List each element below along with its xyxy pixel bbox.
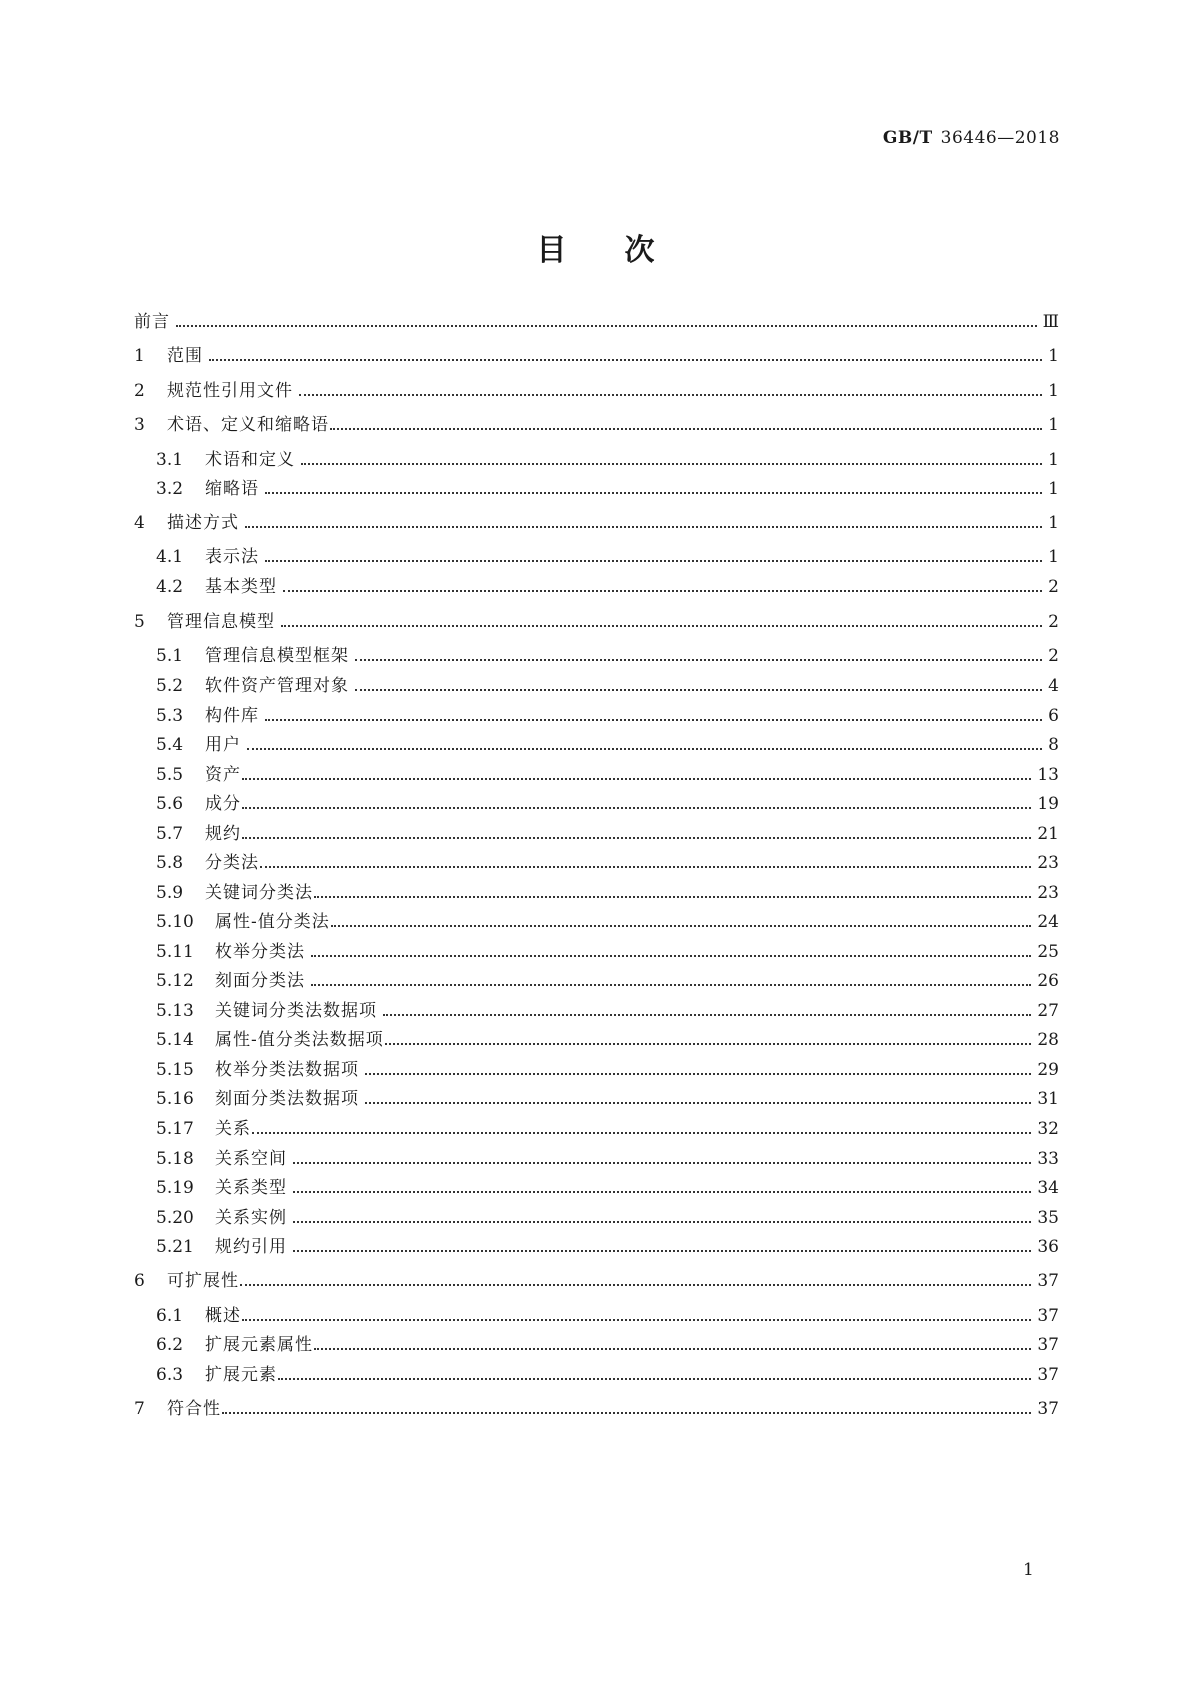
standard-number: 36446—2018	[940, 128, 1060, 148]
toc-entry-label: 枚举分类法数据项	[215, 1060, 359, 1080]
toc-leader	[314, 1348, 1031, 1350]
toc-entry-number: 5.5	[156, 765, 184, 785]
toc-leader	[365, 1073, 1031, 1075]
toc-entry[interactable]	[156, 910, 1059, 934]
toc-entry-label: 可扩展性	[167, 1271, 239, 1291]
toc-entry-number: 3.1	[156, 450, 184, 470]
toc-entry-number: 5.10	[156, 912, 194, 932]
toc-entry[interactable]	[156, 881, 1059, 905]
toc-entry[interactable]	[156, 1058, 1059, 1082]
toc-entry[interactable]	[156, 733, 1059, 757]
toc-entry-number: 5.17	[156, 1119, 194, 1139]
toc-entry[interactable]	[156, 940, 1059, 964]
toc-leader	[247, 748, 1042, 750]
toc-entry-page: 34	[1037, 1178, 1059, 1198]
toc-entry-number: 5	[134, 612, 145, 632]
toc-entry-page: 28	[1037, 1030, 1059, 1050]
toc-entry-page: Ⅲ	[1042, 312, 1059, 332]
toc-entry-label: 关系实例	[215, 1208, 287, 1228]
toc-entry-page: 4	[1048, 676, 1059, 696]
toc-entry-label: 属性-值分类法数据项	[215, 1030, 384, 1050]
toc-entry-label: 缩略语	[205, 479, 259, 499]
toc-entry-number: 5.8	[156, 853, 184, 873]
toc-entry-number: 7	[134, 1399, 145, 1419]
toc-entry-number: 3	[134, 415, 145, 435]
toc-entry-number: 5.15	[156, 1060, 194, 1080]
toc-entry-number: 5.13	[156, 1001, 194, 1021]
toc-leader	[265, 560, 1042, 562]
toc-entry-label: 规约引用	[215, 1237, 287, 1257]
toc-entry[interactable]	[134, 610, 1059, 634]
toc-entry-number: 4.1	[156, 547, 184, 567]
toc-entry-page: 19	[1037, 794, 1059, 814]
toc-entry-label: 管理信息模型	[167, 612, 275, 632]
toc-entry-page: 1	[1048, 346, 1059, 366]
toc-entry[interactable]	[134, 1397, 1059, 1421]
toc-entry[interactable]	[156, 448, 1059, 472]
toc-entry-label: 关键词分类法数据项	[215, 1001, 377, 1021]
toc-entry-label: 成分	[205, 794, 241, 814]
toc-entry-page: 23	[1037, 883, 1059, 903]
toc-entry[interactable]	[134, 1269, 1059, 1293]
toc-entry[interactable]	[156, 1176, 1059, 1200]
toc-entry-label: 规约	[205, 824, 241, 844]
toc-entry-label: 资产	[205, 765, 241, 785]
toc-leader	[222, 1412, 1031, 1414]
standard-prefix: GB/T	[882, 128, 933, 148]
toc-entry-label: 表示法	[205, 547, 259, 567]
toc-entry[interactable]	[156, 1333, 1059, 1357]
toc-leader	[260, 866, 1031, 868]
toc-leader	[301, 463, 1042, 465]
toc-entry-page: 33	[1037, 1149, 1059, 1169]
toc-entry-number: 5.2	[156, 676, 184, 696]
toc-entry[interactable]	[156, 1117, 1059, 1141]
toc-entry[interactable]	[134, 344, 1059, 368]
toc-entry-label: 属性-值分类法	[215, 912, 330, 932]
toc-entry[interactable]	[134, 310, 1059, 334]
toc-entry-label: 刻面分类法	[215, 971, 305, 991]
toc-entry-label: 范围	[167, 346, 203, 366]
toc-entry[interactable]	[156, 1304, 1059, 1328]
page-number: 1	[1023, 1560, 1034, 1580]
toc-entry-page: 2	[1048, 612, 1059, 632]
toc-leader	[311, 984, 1031, 986]
toc-entry-page: 37	[1037, 1306, 1059, 1326]
toc-entry-page: 36	[1037, 1237, 1059, 1257]
toc-entry-label: 概述	[205, 1306, 241, 1326]
toc-entry-label: 关系类型	[215, 1178, 287, 1198]
toc-leader	[245, 526, 1042, 528]
toc-entry-label: 术语和定义	[205, 450, 295, 470]
toc-entry-number: 5.18	[156, 1149, 194, 1169]
toc-leader	[242, 807, 1031, 809]
toc-leader	[278, 1378, 1031, 1380]
toc-entry-page: 37	[1037, 1335, 1059, 1355]
toc-entry[interactable]	[156, 1363, 1059, 1387]
toc-leader	[242, 1319, 1031, 1321]
toc-leader	[355, 659, 1042, 661]
toc-entry-number: 6.2	[156, 1335, 184, 1355]
toc-entry[interactable]	[156, 1235, 1059, 1259]
toc-title: 目次	[536, 233, 713, 268]
toc-entry-label: 枚举分类法	[215, 942, 305, 962]
toc-entry[interactable]	[134, 379, 1059, 403]
toc-entry-label: 关系	[215, 1119, 251, 1139]
toc-entry[interactable]	[156, 575, 1059, 599]
toc-entry-page: 1	[1048, 381, 1059, 401]
toc-entry-page: 1	[1048, 513, 1059, 533]
toc-entry-page: 13	[1037, 765, 1059, 785]
toc-leader	[299, 394, 1042, 396]
toc-entry[interactable]	[156, 851, 1059, 875]
toc-entry-number: 5.3	[156, 706, 184, 726]
toc-entry-number: 6	[134, 1271, 145, 1291]
toc-entry-label: 构件库	[205, 706, 259, 726]
toc-entry-label: 关系空间	[215, 1149, 287, 1169]
toc-entry[interactable]	[156, 792, 1059, 816]
toc-leader	[283, 590, 1042, 592]
toc-entry-number: 5.6	[156, 794, 184, 814]
toc-leader	[385, 1043, 1032, 1045]
toc-entry-label: 术语、定义和缩略语	[167, 415, 329, 435]
toc-entry-number: 3.2	[156, 479, 184, 499]
toc-leader	[383, 1014, 1031, 1016]
toc-entry-label: 符合性	[167, 1399, 221, 1419]
toc-entry-page: 2	[1048, 577, 1059, 597]
toc-entry[interactable]	[156, 545, 1059, 569]
toc-entry-page: 32	[1037, 1119, 1059, 1139]
toc-entry-number: 5.20	[156, 1208, 194, 1228]
toc-entry-number: 1	[134, 346, 145, 366]
toc-entry-page: 35	[1037, 1208, 1059, 1228]
toc-entry-label: 扩展元素	[205, 1365, 277, 1385]
toc-leader	[209, 359, 1042, 361]
toc-entry[interactable]	[156, 704, 1059, 728]
toc-entry-page: 21	[1037, 824, 1059, 844]
toc-entry[interactable]	[156, 1028, 1059, 1052]
toc-entry[interactable]	[156, 1147, 1059, 1171]
toc-entry[interactable]	[134, 511, 1059, 535]
toc-entry-page: 1	[1048, 415, 1059, 435]
toc-entry[interactable]	[134, 413, 1059, 437]
toc-entry-number: 5.19	[156, 1178, 194, 1198]
toc-entry-label: 分类法	[205, 853, 259, 873]
toc-entry-number: 4.2	[156, 577, 184, 597]
toc-entry-label: 规范性引用文件	[167, 381, 293, 401]
toc-entry-label: 扩展元素属性	[205, 1335, 313, 1355]
toc-entry-number: 5.12	[156, 971, 194, 991]
toc-entry-number: 6.3	[156, 1365, 184, 1385]
toc-entry-number: 5.4	[156, 735, 184, 755]
toc-leader	[265, 719, 1042, 721]
toc-entry-page: 37	[1037, 1399, 1059, 1419]
toc-entry-page: 24	[1037, 912, 1059, 932]
toc-entry-label: 关键词分类法	[205, 883, 313, 903]
toc-leader	[242, 778, 1031, 780]
toc-leader	[176, 325, 1037, 327]
toc-entry-number: 5.11	[156, 942, 194, 962]
toc-entry-page: 6	[1048, 706, 1059, 726]
toc-entry[interactable]	[156, 969, 1059, 993]
toc-entry-label: 刻面分类法数据项	[215, 1089, 359, 1109]
toc-entry[interactable]	[156, 999, 1059, 1023]
toc-entry-label: 基本类型	[205, 577, 277, 597]
toc-entry-number: 5.7	[156, 824, 184, 844]
toc-entry-page: 26	[1037, 971, 1059, 991]
toc-entry-page: 29	[1037, 1060, 1059, 1080]
toc-entry-number: 5.1	[156, 646, 184, 666]
toc-entry-label: 管理信息模型框架	[205, 646, 349, 666]
toc-entry-page: 25	[1037, 942, 1059, 962]
toc-entry-number: 6.1	[156, 1306, 184, 1326]
toc-leader	[293, 1221, 1031, 1223]
toc-leader	[330, 428, 1042, 430]
toc-entry[interactable]	[156, 477, 1059, 501]
toc-entry-number: 5.16	[156, 1089, 194, 1109]
toc-leader	[240, 1284, 1031, 1286]
toc-leader	[252, 1132, 1031, 1134]
toc-leader	[281, 625, 1042, 627]
toc-entry-page: 37	[1037, 1365, 1059, 1385]
toc-entry[interactable]	[156, 1087, 1059, 1111]
toc-entry-number: 5.21	[156, 1237, 194, 1257]
toc-entry-page: 1	[1048, 479, 1059, 499]
toc-entry-page: 23	[1037, 853, 1059, 873]
toc-entry-number: 2	[134, 381, 145, 401]
toc-leader	[314, 896, 1031, 898]
toc-leader	[242, 837, 1031, 839]
toc-leader	[293, 1191, 1031, 1193]
toc-entry-page: 1	[1048, 547, 1059, 567]
toc-entry-number: 5.14	[156, 1030, 194, 1050]
toc-entry-page: 37	[1037, 1271, 1059, 1291]
toc-leader	[355, 689, 1042, 691]
toc-entry-page: 1	[1048, 450, 1059, 470]
toc-leader	[311, 955, 1031, 957]
toc-entry-number: 5.9	[156, 883, 184, 903]
toc-entry-page: 31	[1037, 1089, 1059, 1109]
toc-entry-label: 用户	[205, 735, 241, 755]
toc-leader	[331, 925, 1032, 927]
toc-entry[interactable]	[156, 1206, 1059, 1230]
toc-leader	[293, 1162, 1031, 1164]
toc-entry-page: 8	[1048, 735, 1059, 755]
toc-entry-number: 4	[134, 513, 145, 533]
toc-leader	[293, 1250, 1031, 1252]
toc-entry[interactable]	[156, 674, 1059, 698]
toc-entry-page: 27	[1037, 1001, 1059, 1021]
toc-entry[interactable]	[156, 644, 1059, 668]
toc-entry-label: 前言	[134, 312, 170, 332]
toc-entry-page: 2	[1048, 646, 1059, 666]
toc-entry[interactable]	[156, 763, 1059, 787]
toc-leader	[265, 492, 1042, 494]
toc-entry-label: 描述方式	[167, 513, 239, 533]
toc-entry-label: 软件资产管理对象	[205, 676, 349, 696]
toc-entry[interactable]	[156, 822, 1059, 846]
toc-leader	[365, 1102, 1031, 1104]
